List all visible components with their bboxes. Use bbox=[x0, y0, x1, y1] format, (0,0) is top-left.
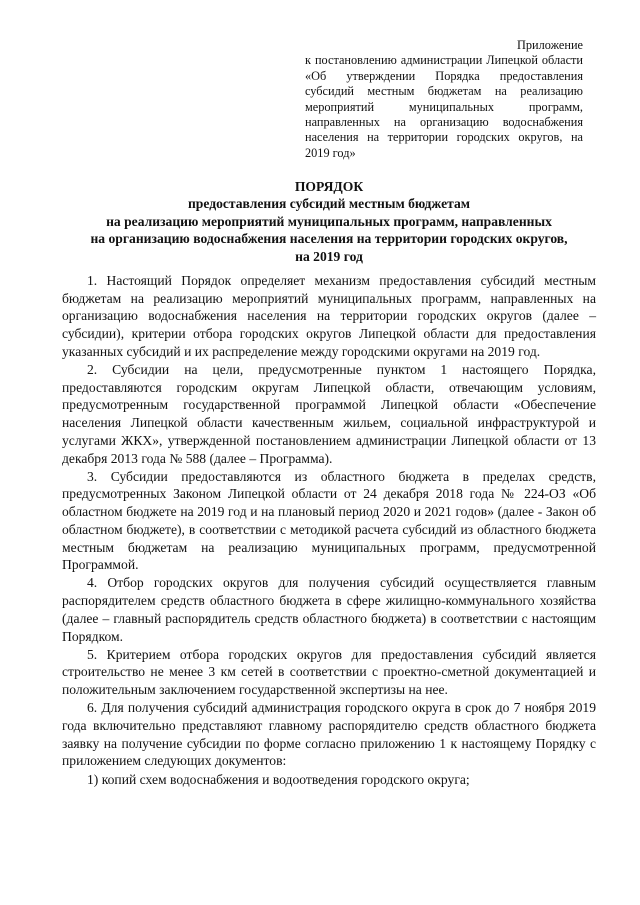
title-line-1: ПОРЯДОК bbox=[294, 179, 364, 194]
paragraph-6-item-1: 1) копий схем водоснабжения и водоотведения городского округа; bbox=[87, 771, 470, 787]
title-line-4: на организацию водоснабжения населения на территории городских округов, bbox=[90, 231, 568, 247]
title-line-5: на 2019 год bbox=[295, 248, 363, 264]
appendix-text: к постановлению администрации Липецкой области «Об утверждении Порядка предоставления субсидий местным бюджетам на реализацию мероприятий муниципальных программ, направленных на организацию водоснабжения населения на территории городских округов, на 2019 год» bbox=[305, 53, 583, 160]
document-body bbox=[62, 272, 596, 788]
title-line-2: предоставления субсидий местным бюджетам bbox=[187, 196, 471, 212]
paragraph-4: 4. Отбор городских округов для получения субсидий осуществляется главным распорядителем средств областного бюджета в сфере жилищно-коммунального хозяйства (далее – главный распорядитель средств областного бюджета) в соответствии с настоящим Порядком. bbox=[62, 575, 596, 644]
paragraph-1: 1. Настоящий Порядок определяет механизм предоставления субсидий местным бюджетам на реализацию мероприятий муниципальных программ, направленных на организацию водоснабжения населения на территории городских округов (далее – субсидии), критерии отбора городских округов Липецкой области для предоставления указанных субсидий и их распределение между городскими округами на 2019 год. bbox=[62, 273, 596, 359]
paragraph-3: 3. Субсидии предоставляются из областного бюджета в пределах средств, предусмотренных Законом Липецкой области от 24 декабря 2018 года № 224-ОЗ «Об областном бюджете на 2019 год и на плановый период 2020 и 2021 годов» (далее - Закон об областном бюджете), в соответствии с методикой расчета субсидий из областного бюджета местным бюджетам на реализацию муниципальных программ, предусмотренной Программой. bbox=[62, 468, 596, 573]
appendix-heading: Приложение bbox=[517, 38, 583, 52]
document-title bbox=[20, 178, 638, 265]
appendix-note bbox=[305, 38, 583, 161]
paragraph-5: 5. Критерием отбора городских округов для предоставления субсидий является строительство не менее 3 км сетей в соответствии с проектно-сметной документацией и положительным заключением государственной экспертизы на нее. bbox=[62, 646, 596, 698]
title-line-3: на реализацию мероприятий муниципальных программ, направленных bbox=[106, 213, 552, 229]
paragraph-2: 2. Субсидии на цели, предусмотренные пунктом 1 настоящего Порядка, предоставляются городским округам Липецкой области, отвечающим условиям, предусмотренным государственной программой Липецкой области «Обеспечение населения Липецкой области качественным жильем, социальной инфраструктурой и услугами ЖКХ», утвержденной постановлением администрации Липецкой области от 13 декабря 2013 года № 588 (далее – Программа). bbox=[62, 362, 596, 466]
paragraph-6: 6. Для получения субсидий администрация городского округа в срок до 7 ноября 2019 года включительно представляют главному распорядителю средств областного бюджета заявку на получение субсидии по форме согласно приложению 1 к настоящему Порядку с приложением следующих документов: bbox=[62, 700, 596, 769]
